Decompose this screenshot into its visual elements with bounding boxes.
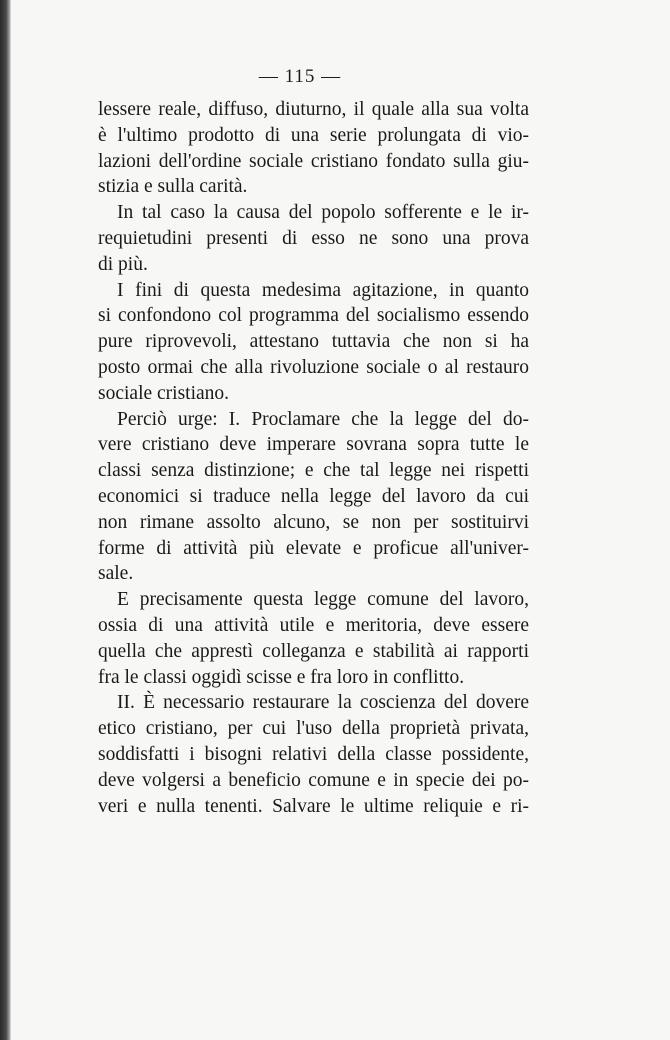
text-line: vere cristiano deve imperare sovrana sopra tutte le bbox=[98, 434, 529, 456]
text-line: deve volgersi a beneficio comune e in specie dei po- bbox=[98, 769, 529, 791]
text-line: soddisfatti i bisogni relativi della classe possidente, bbox=[98, 743, 529, 765]
text-line: classi senza distinzione; e che tal legge nei rispetti bbox=[98, 460, 529, 482]
text-line: stizia e sulla carità. bbox=[98, 176, 248, 198]
text-line: Perciò urge: I. Proclamare che la legge del do- bbox=[117, 408, 529, 430]
text-line: fra le classi oggidì scisse e fra loro in conflitto. bbox=[98, 666, 465, 688]
text-line: I fini di questa medesima agitazione, in quanto bbox=[117, 279, 529, 301]
text-line: requietudini presenti di esso ne sono una prova bbox=[98, 227, 529, 249]
text-line: non rimane assolto alcuno, se non per sostituirvi bbox=[98, 511, 529, 533]
text-line: economici si traduce nella legge del lavoro da cui bbox=[98, 485, 529, 507]
text-line: è l'ultimo prodotto di una serie prolungata di vio- bbox=[98, 124, 529, 146]
text-line: veri e nulla tenenti. Salvare le ultime reliquie e ri- bbox=[98, 795, 529, 817]
text-line: E precisamente questa legge comune del lavoro, bbox=[117, 589, 529, 611]
text-line: pure riprovevoli, attestano tuttavia che non si ha bbox=[98, 331, 529, 353]
text-line: forme di attività più elevate e proficue all'univer- bbox=[98, 537, 529, 559]
text-line: di più. bbox=[98, 253, 148, 275]
text-line: ossia di una attività utile e meritoria, deve essere bbox=[98, 614, 529, 636]
page-binding-edge bbox=[0, 0, 11, 1040]
text-line: sociale cristiano. bbox=[98, 382, 230, 404]
text-line: posto ormai che alla rivoluzione sociale o al restauro bbox=[98, 356, 529, 378]
text-line: lessere reale, diffuso, diuturno, il quale alla sua volta bbox=[98, 99, 529, 120]
text-line: quella che apprestì colleganza e stabilità ai rapporti bbox=[98, 640, 529, 662]
text-line: sale. bbox=[98, 563, 134, 585]
text-line: etico cristiano, per cui l'uso della proprietà privata, bbox=[98, 718, 529, 740]
text-line: lazioni dell'ordine sociale cristiano fondato sulla giu- bbox=[98, 150, 529, 172]
body-text bbox=[98, 97, 529, 819]
text-line: In tal caso la causa del popolo sofferente e le ir- bbox=[117, 202, 529, 224]
text-line: II. È necessario restaurare la coscienza del dovere bbox=[117, 692, 529, 714]
page-number: — 115 — bbox=[258, 66, 342, 87]
text-line: si confondono col programma del socialismo essendo bbox=[98, 305, 529, 327]
